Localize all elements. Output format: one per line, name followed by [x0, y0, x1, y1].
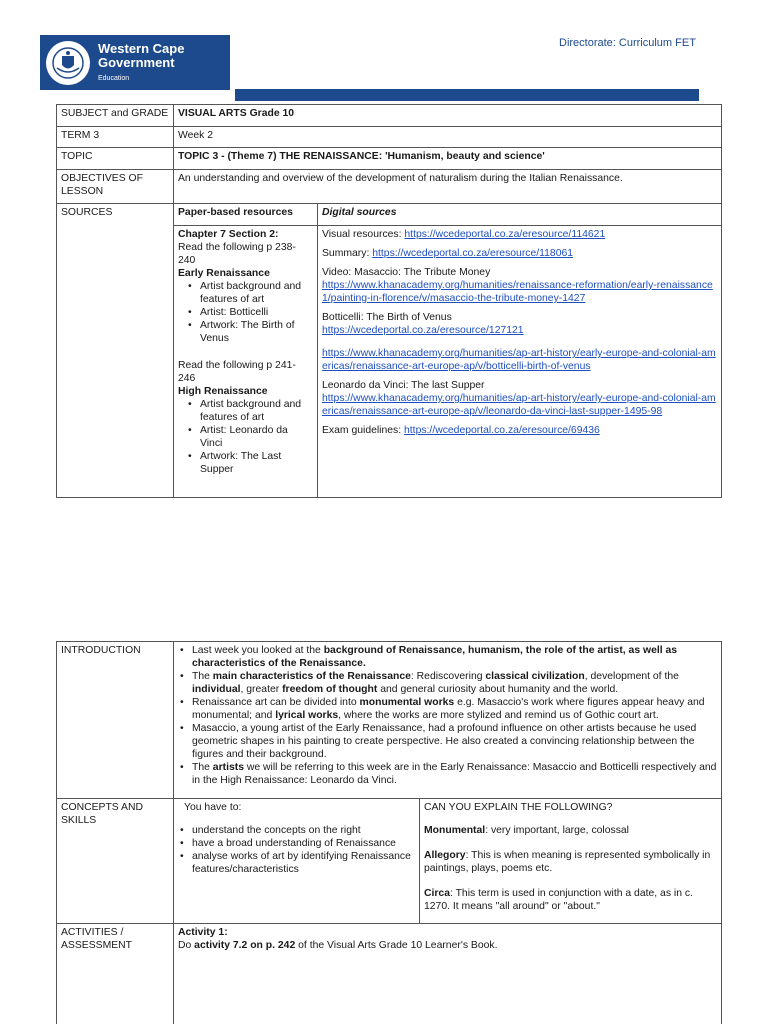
video-link[interactable]: https://www.khanacademy.org/humanities/renaissance-reformation/early-renaissance1/painting-in-florence/v/masaccio-the-tribute-money-1427 [322, 280, 713, 304]
topic-label: TOPIC [57, 148, 174, 170]
exam-link[interactable]: https://wcedeportal.co.za/eresource/69436 [404, 425, 600, 436]
sources-label: SOURCES [57, 204, 174, 498]
activity-instruction: Do activity 7.2 on p. 242 of the Visual Arts Grade 10 Learner's Book. [178, 940, 498, 951]
logo-line1: Western Cape [98, 40, 185, 56]
logo-line2: Government [98, 54, 175, 70]
skills-cell [174, 799, 420, 924]
topic-row [57, 148, 722, 170]
early-heading: Early Renaissance [178, 268, 270, 279]
concepts-label: CONCEPTS AND SKILLS [57, 799, 174, 924]
objectives-row [57, 170, 722, 204]
list-item: • Artist background and features of art [188, 398, 313, 424]
term-row [57, 127, 722, 148]
list-item: • Artist: Leonardo da Vinci [188, 424, 313, 450]
leonardo [322, 379, 717, 418]
you-have-to: You have to: [184, 802, 242, 813]
list-item: • The main characteristics of the Renaissance: Rediscovering classical civilization, development of the individual, greater freedom of thought and general curiosity about humanity and the world. [180, 670, 717, 696]
visual-link[interactable]: https://wcedeportal.co.za/eresource/114621 [404, 229, 606, 240]
sources-row [57, 204, 722, 226]
lesson-table [56, 104, 722, 498]
intro-label: INTRODUCTION [57, 642, 174, 799]
summary-link[interactable]: https://wcedeportal.co.za/eresource/118061 [372, 248, 574, 259]
list-item: • The artists we will be referring to this week are in the Early Renaissance: Masaccio and Botticelli respectively and in the High Renaissance: Leonardo da Vinci. [180, 761, 717, 787]
visual-label: Visual resources: [322, 229, 405, 240]
definitions-cell [420, 799, 722, 924]
leonardo-label: Leonardo da Vinci: The last Supper [322, 380, 485, 391]
list-item: • Artist: Botticelli [188, 306, 313, 319]
high-list [188, 398, 313, 476]
exam-guidelines [322, 424, 717, 437]
paper-heading: Paper-based resources [174, 204, 318, 226]
activity-title: Activity 1: [178, 927, 228, 938]
list-item: • Artwork: The Birth of Venus [188, 319, 313, 345]
concepts-row [57, 799, 722, 924]
early-list [188, 280, 313, 345]
subject-value: VISUAL ARTS Grade 10 [174, 105, 722, 127]
list-item: • Renaissance art can be divided into monumental works e.g. Masaccio's work where figures appear heavy and monumental; and lyrical works, where the works are more stylized and remind us of Gothic court art. [180, 696, 717, 722]
skills-list [180, 824, 415, 876]
intro-content [174, 642, 722, 799]
logo-dept: Education [98, 74, 130, 82]
objectives-value: An understanding and overview of the development of naturalism during the Italian Renaissance. [174, 170, 722, 204]
khan-venus [322, 347, 717, 373]
term-value: Week 2 [174, 127, 722, 148]
botticelli-link[interactable]: https://wcedeportal.co.za/eresource/127121 [322, 325, 524, 336]
paper-resources [174, 226, 318, 498]
list-item: • analyse works of art by identifying Renaissance features/characteristics [180, 850, 415, 876]
allegory-definition: Allegory: This is when meaning is represented symbolically in paintings, plays, poems etc. [424, 850, 711, 874]
list-item: • Artist background and features of art [188, 280, 313, 306]
video-label: Video: Masaccio: The Tribute Money [322, 267, 491, 278]
exam-label: Exam guidelines: [322, 425, 405, 436]
objectives-label: OBJECTIVES OF LESSON [57, 170, 174, 204]
visual-resources [322, 228, 717, 241]
explain-heading: CAN YOU EXPLAIN THE FOLLOWING? [424, 802, 613, 813]
subject-label: SUBJECT and GRADE [57, 105, 174, 127]
monumental-definition: Monumental: very important, large, colossal [424, 825, 629, 836]
subject-row [57, 105, 722, 127]
chapter-ref: Chapter 7 Section 2: [178, 229, 279, 240]
digital-heading: Digital sources [318, 204, 722, 226]
term-label: TERM 3 [57, 127, 174, 148]
list-item: • Last week you looked at the background of Renaissance, humanism, the role of the artist, as well as characteristics of the Renaissance. [180, 644, 717, 670]
circa-definition: Circa: This term is used in conjunction with a date, as in c. 1270. It means "all around" or "about." [424, 888, 693, 912]
list-item: • have a broad understanding of Renaissance [180, 837, 415, 850]
summary-label: Summary: [322, 248, 373, 259]
header-rule [235, 89, 699, 101]
activities-label: ACTIVITIES / ASSESSMENT [57, 924, 174, 1024]
activities-row [57, 924, 722, 1024]
botticelli [322, 311, 717, 337]
directorate-title: Directorate: Curriculum FET [559, 37, 696, 49]
botticelli-label: Botticelli: The Birth of Venus [322, 312, 452, 323]
leonardo-link[interactable]: https://www.khanacademy.org/humanities/ap-art-history/early-europe-and-colonial-americas/renaissance-art-europe-ap/v/leonardo-da-vinci-last-supper-1495-98 [322, 393, 716, 417]
khan-venus-link[interactable]: https://www.khanacademy.org/humanities/ap-art-history/early-europe-and-colonial-americas/renaissance-art-europe-ap/v/botticelli-birth-of-venus [322, 348, 716, 372]
list-item: • Artwork: The Last Supper [188, 450, 313, 476]
read-pages-2: Read the following p 241-246 [178, 360, 296, 384]
summary [322, 247, 717, 260]
read-pages-1: Read the following p 238-240 [178, 242, 296, 266]
digital-sources [318, 226, 722, 498]
intro-list [180, 644, 717, 787]
list-item: • understand the concepts on the right [180, 824, 415, 837]
activities-content [174, 924, 722, 1024]
list-item: • Masaccio, a young artist of the Early Renaissance, had a profound influence on other artists because he used geometric shapes in his painting to create perspective. He also created a convincing relationship between the figures and their background. [180, 722, 717, 761]
lesson-content-table [56, 641, 722, 1024]
intro-row [57, 642, 722, 799]
coat-of-arms-icon [46, 41, 90, 85]
high-heading: High Renaissance [178, 386, 268, 397]
video [322, 266, 717, 305]
topic-value: TOPIC 3 - (Theme 7) THE RENAISSANCE: 'Humanism, beauty and science' [174, 148, 722, 170]
wcg-logo [40, 35, 230, 90]
